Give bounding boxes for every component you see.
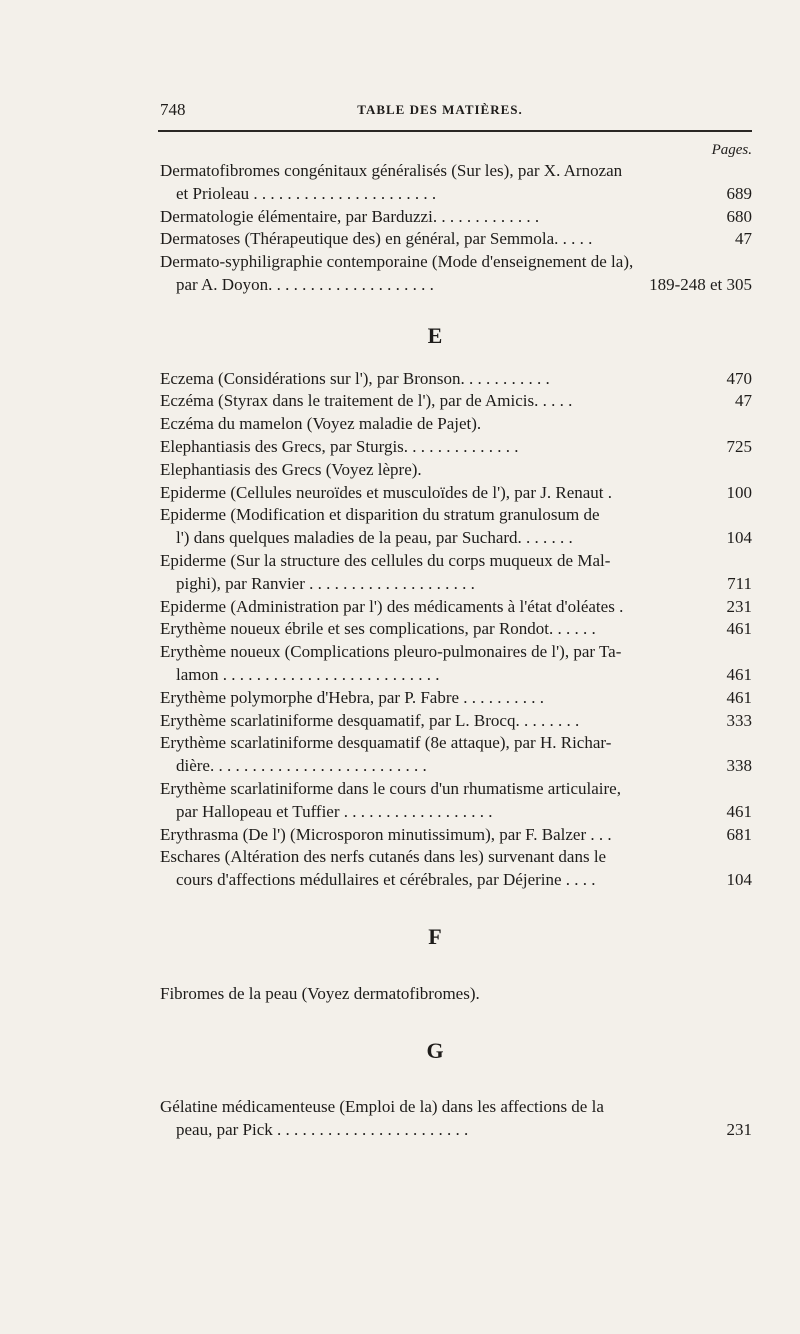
page-reference: 47 (735, 391, 752, 411)
section-letter-e: E (427, 322, 443, 348)
page-reference: 461 (726, 664, 752, 684)
entry-line: lamon . . . . . . . . . . . . . . . . . . . . . . . . . . (176, 664, 440, 684)
index-entry (160, 983, 710, 1006)
index-entry (160, 368, 752, 391)
page-reference: 104 (726, 528, 752, 548)
entry-line: par Hallopeau et Tuffier . . . . . . . . . . . . . . . . . . (176, 801, 493, 821)
entry-line: Eczéma (Styrax dans le traitement de l'), par de Amicis. . . . . (160, 391, 573, 411)
index-entry (160, 459, 710, 482)
page-reference: 231 (726, 596, 752, 616)
page-reference: 681 (726, 824, 752, 844)
index-entry (160, 390, 752, 413)
index-entry (160, 618, 752, 641)
entry-line: dière. . . . . . . . . . . . . . . . . . . . . . . . . . (176, 756, 427, 776)
entry-line: par A. Doyon. . . . . . . . . . . . . . . . . . . . (176, 274, 434, 294)
index-entry (160, 206, 752, 229)
page-reference: 100 (726, 482, 752, 502)
entry-line: Dermatoses (Thérapeutique des) en général, par Semmola. . . . . (160, 229, 593, 249)
pages-column-label: Pages. (711, 142, 752, 158)
entry-line: Epiderme (Sur la structure des cellules du corps muqueux de Mal- (160, 550, 611, 570)
running-title: TABLE DES MATIÈRES. (357, 102, 523, 117)
page-reference: 104 (726, 870, 752, 890)
page-reference: 189-248 et 305 (649, 274, 752, 294)
page-reference: 461 (726, 687, 752, 707)
entry-line: Fibromes de la peau (Voyez dermatofibromes). (160, 983, 480, 1003)
entry-line: Eschares (Altération des nerfs cutanés dans les) survenant dans le (160, 847, 607, 867)
entry-line: Erythème polymorphe d'Hebra, par P. Fabre . . . . . . . . . . (160, 687, 545, 707)
index-entry (160, 504, 752, 550)
index-entry (160, 251, 752, 297)
entry-line: Epiderme (Administration par l') des médicaments à l'état d'oléates . (160, 596, 624, 616)
entry-line: Gélatine médicamenteuse (Emploi de la) dans les affections de la (160, 1097, 604, 1117)
page-reference: 333 (726, 710, 752, 730)
index-entry (160, 596, 752, 619)
index-entry (160, 641, 752, 687)
index-entry (160, 687, 752, 710)
entry-line: pighi), par Ranvier . . . . . . . . . . . . . . . . . . . . (176, 573, 475, 593)
entry-line: Erythème scarlatiniforme dans le cours d'un rhumatisme articulaire, (160, 778, 621, 798)
section-letter-g: G (426, 1037, 444, 1063)
entry-line: cours d'affections médullaires et cérébrales, par Déjerine . . . . (176, 870, 596, 890)
entry-line: Erythème scarlatiniforme desquamatif (8e attaque), par H. Richar- (160, 733, 612, 753)
index-entry (160, 160, 752, 206)
page-reference: 231 (726, 1120, 752, 1140)
entry-line: Elephantiasis des Grecs, par Sturgis. . . . . . . . . . . . . . (160, 436, 519, 456)
entry-line: Erythrasma (De l') (Microsporon minutissimum), par F. Balzer . . . (160, 824, 612, 844)
index-sections (160, 160, 752, 1142)
page-number: 748 (160, 100, 186, 119)
entry-line: peau, par Pick . . . . . . . . . . . . . . . . . . . . . . . (176, 1120, 469, 1140)
entry-line: l') dans quelques maladies de la peau, par Suchard. . . . . . . (176, 528, 573, 548)
entry-line: Eczéma du mamelon (Voyez maladie de Pajet). (160, 414, 482, 434)
page-reference: 461 (726, 619, 752, 639)
entry-line: Erythème noueux ébrile et ses complications, par Rondot. . . . . . (160, 619, 596, 639)
index-entry (160, 846, 752, 892)
index-entry (160, 778, 752, 824)
entry-line: et Prioleau . . . . . . . . . . . . . . . . . . . . . . (176, 183, 437, 203)
entry-line: Erythème scarlatiniforme desquamatif, par L. Brocq. . . . . . . . (160, 710, 580, 730)
page-reference: 47 (735, 229, 752, 249)
section-letter-f: F (428, 923, 442, 949)
index-entry (160, 228, 752, 251)
page-reference: 470 (726, 368, 752, 388)
entry-line: Dermatofibromes congénitaux généralisés (Sur les), par X. Arnozan (160, 161, 623, 180)
entry-line: Elephantiasis des Grecs (Voyez lèpre). (160, 459, 422, 479)
page-reference: 725 (726, 436, 752, 456)
index-entry (160, 824, 752, 847)
header-rule (158, 130, 752, 132)
entry-line: Epiderme (Modification et disparition du stratum granulosum de (160, 505, 600, 525)
page-reference: 338 (726, 756, 752, 776)
index-entry (160, 482, 752, 505)
page-reference: 711 (727, 573, 752, 593)
index-entry (160, 550, 752, 596)
page-header (160, 100, 720, 124)
page-reference: 680 (726, 206, 752, 226)
page-reference: 461 (726, 801, 752, 821)
index-entry (160, 413, 710, 436)
entry-line: Eczema (Considérations sur l'), par Bronson. . . . . . . . . . . (160, 368, 550, 388)
entry-line: Epiderme (Cellules neuroïdes et musculoïdes de l'), par J. Renaut . (160, 482, 613, 502)
index-entry (160, 732, 752, 778)
entry-line: Dermatologie élémentaire, par Barduzzi. . . . . . . . . . . . . (160, 206, 540, 226)
page-reference: 689 (726, 183, 752, 203)
index-entry (160, 1096, 752, 1142)
index-entry (160, 436, 752, 459)
index-entry (160, 710, 752, 733)
entry-line: Dermato-syphiligraphie contemporaine (Mode d'enseignement de la), (160, 252, 634, 272)
entry-line: Erythème noueux (Complications pleuro-pulmonaires de l'), par Ta- (160, 642, 622, 662)
